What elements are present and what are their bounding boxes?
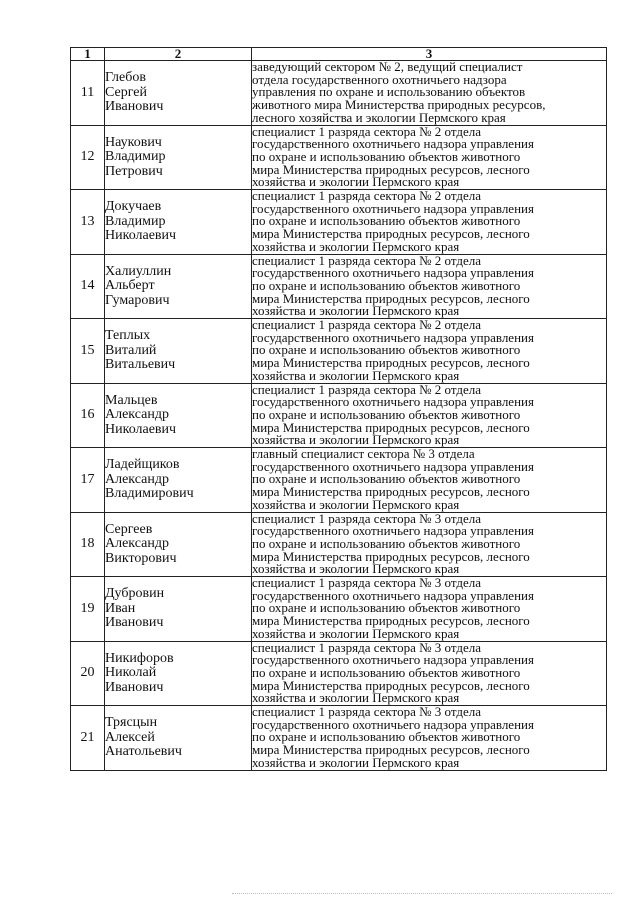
position-line: государственного охотничьего надзора управления [252,394,534,410]
table-row [71,577,607,642]
scan-artifact-line [232,893,612,896]
position-line: мира Министерства природных ресурсов, лесного [252,419,530,435]
position-description [252,254,607,319]
position-line: государственного охотничьего надзора управления [252,523,534,539]
position-line: государственного охотничьего надзора управления [252,458,534,474]
position-line: специалист 1 разряда сектора № 2 отдела [252,317,481,333]
position-description [252,706,607,771]
position-line: отдела государственного охотничьего надзора [252,71,507,87]
name-line: Сергей [105,84,147,100]
row-number: 19 [71,577,105,642]
position-line: государственного охотничьего надзора управления [252,136,534,152]
position-line: специалист 1 разряда сектора № 3 отдела [252,704,481,720]
position-line: мира Министерства природных ресурсов, лесного [252,742,530,758]
person-name [105,254,252,319]
person-name [105,190,252,255]
position-line: лесного хозяйства и экологии Пермского края [252,109,506,125]
row-number: 20 [71,641,105,706]
person-name [105,641,252,706]
position-line: по охране и использованию объектов животного [252,471,521,487]
name-line: Халиуллин [105,263,172,279]
position-line: мира Министерства природных ресурсов, лесного [252,355,530,371]
position-line: заведующий сектором № 2, ведущий специалист [252,59,523,75]
position-line: государственного охотничьего надзора управления [252,200,534,216]
position-line: по охране и использованию объектов животного [252,535,521,551]
position-line: главный специалист сектора № 3 отдела [252,446,475,462]
position-line: по охране и использованию объектов животного [252,277,521,293]
position-line: по охране и использованию объектов животного [252,729,521,745]
name-line: Никифоров [105,650,174,666]
person-name [105,61,252,126]
position-line: специалист 1 разряда сектора № 3 отдела [252,639,481,655]
position-line: хозяйства и экологии Пермского края [252,238,460,254]
table-row [71,512,607,577]
position-line: государственного охотничьего надзора управления [252,329,534,345]
row-number: 17 [71,448,105,513]
name-line: Александр [105,471,169,487]
name-line: Владимир [105,149,166,164]
position-line: хозяйства и экологии Пермского края [252,496,460,512]
person-name [105,577,252,642]
person-name [105,512,252,577]
person-name [105,125,252,190]
table-row [71,706,607,771]
name-line: Александр [105,536,169,551]
position-description [252,125,607,190]
row-number: 14 [71,254,105,319]
position-description [252,190,607,255]
table-row [71,641,607,706]
position-line: государственного охотничьего надзора управления [252,652,534,668]
name-line: Николай [105,665,157,680]
table-row [71,383,607,448]
position-line: хозяйства и экологии Пермского края [252,303,460,319]
name-line: Витальевич [105,357,176,372]
name-line: Дубровин [105,586,165,601]
name-line: Иванович [105,615,164,630]
position-line: мира Министерства природных ресурсов, лесного [252,548,530,564]
name-line: Александр [105,407,169,422]
position-line: по охране и использованию объектов животного [252,406,521,422]
name-line: Глебов [105,70,146,85]
position-line: хозяйства и экологии Пермского края [252,367,460,383]
position-line: специалист 1 разряда сектора № 2 отдела [252,381,481,397]
name-line: Николаевич [105,228,177,243]
position-line: специалист 1 разряда сектора № 3 отдела [252,575,481,591]
header-col-2: 2 [105,48,252,61]
position-line: мира Министерства природных ресурсов, лесного [252,161,530,177]
name-line: Мальцев [105,392,158,408]
name-line: Гумарович [105,292,170,308]
table-row [71,319,607,384]
name-line: Иванович [105,99,164,114]
position-line: мира Министерства природных ресурсов, лесного [252,677,530,693]
position-line: хозяйства и экологии Пермского края [252,561,460,577]
position-description [252,61,607,126]
name-line: Иван [105,600,136,616]
position-line: по охране и использованию объектов животного [252,213,521,229]
row-number: 18 [71,512,105,577]
name-line: Владимирович [105,486,194,501]
position-line: по охране и использованию объектов животного [252,600,521,616]
position-description [252,448,607,513]
name-line: Петрович [105,163,163,179]
name-line: Николаевич [105,421,177,437]
position-description [252,383,607,448]
position-line: мира Министерства природных ресурсов, лесного [252,484,530,500]
person-name [105,448,252,513]
position-line: хозяйства и экологии Пермского края [252,174,460,190]
position-line: мира Министерства природных ресурсов, лесного [252,290,530,306]
position-line: хозяйства и экологии Пермского края [252,625,460,641]
header-col-3: 3 [252,48,607,61]
row-number: 21 [71,706,105,771]
name-line: Сергеев [105,521,153,537]
name-line: Трясцын [105,715,158,730]
position-line: по охране и использованию объектов животного [252,342,521,358]
name-line: Теплых [105,328,151,343]
header-col-1: 1 [71,48,105,61]
row-number: 12 [71,125,105,190]
table-row [71,254,607,319]
position-line: государственного охотничьего надзора управления [252,587,534,603]
position-line: хозяйства и экологии Пермского края [252,690,460,706]
position-line: хозяйства и экологии Пермского края [252,432,460,448]
position-line: хозяйства и экологии Пермского края [252,754,460,770]
row-number: 16 [71,383,105,448]
position-line: по охране и использованию объектов животного [252,664,521,680]
name-line: Альберт [105,278,155,293]
table-row [71,190,607,255]
position-line: государственного охотничьего надзора управления [252,716,534,732]
row-number: 15 [71,319,105,384]
person-name [105,383,252,448]
name-line: Виталий [105,342,157,358]
name-line: Наукович [105,134,162,150]
row-number: 13 [71,190,105,255]
name-line: Ладейщиков [105,457,180,472]
name-line: Алексей [105,729,155,745]
position-line: по охране и использованию объектов животного [252,148,521,164]
table-row [71,61,607,126]
position-line: управления по охране и использованию объектов [252,84,526,100]
row-number: 11 [71,61,105,126]
position-line: специалист 1 разряда сектора № 2 отдела [252,188,481,204]
table-body [71,61,607,771]
position-line: государственного охотничьего надзора управления [252,265,534,281]
name-line: Викторович [105,550,177,566]
position-description [252,641,607,706]
position-line: мира Министерства природных ресурсов, лесного [252,613,530,629]
staff-table [70,47,607,771]
table-row [71,448,607,513]
person-name [105,706,252,771]
position-line: мира Министерства природных ресурсов, лесного [252,226,530,242]
position-line: специалист 1 разряда сектора № 2 отдела [252,123,481,139]
position-description [252,319,607,384]
name-line: Владимир [105,213,166,229]
name-line: Докучаев [105,199,162,214]
position-line: животного мира Министерства природных ресурсов, [252,97,546,113]
position-line: специалист 1 разряда сектора № 2 отдела [252,252,481,268]
position-description [252,577,607,642]
position-description [252,512,607,577]
person-name [105,319,252,384]
table-row [71,125,607,190]
position-line: специалист 1 разряда сектора № 3 отдела [252,510,481,526]
name-line: Иванович [105,679,164,695]
name-line: Анатольевич [105,744,182,759]
